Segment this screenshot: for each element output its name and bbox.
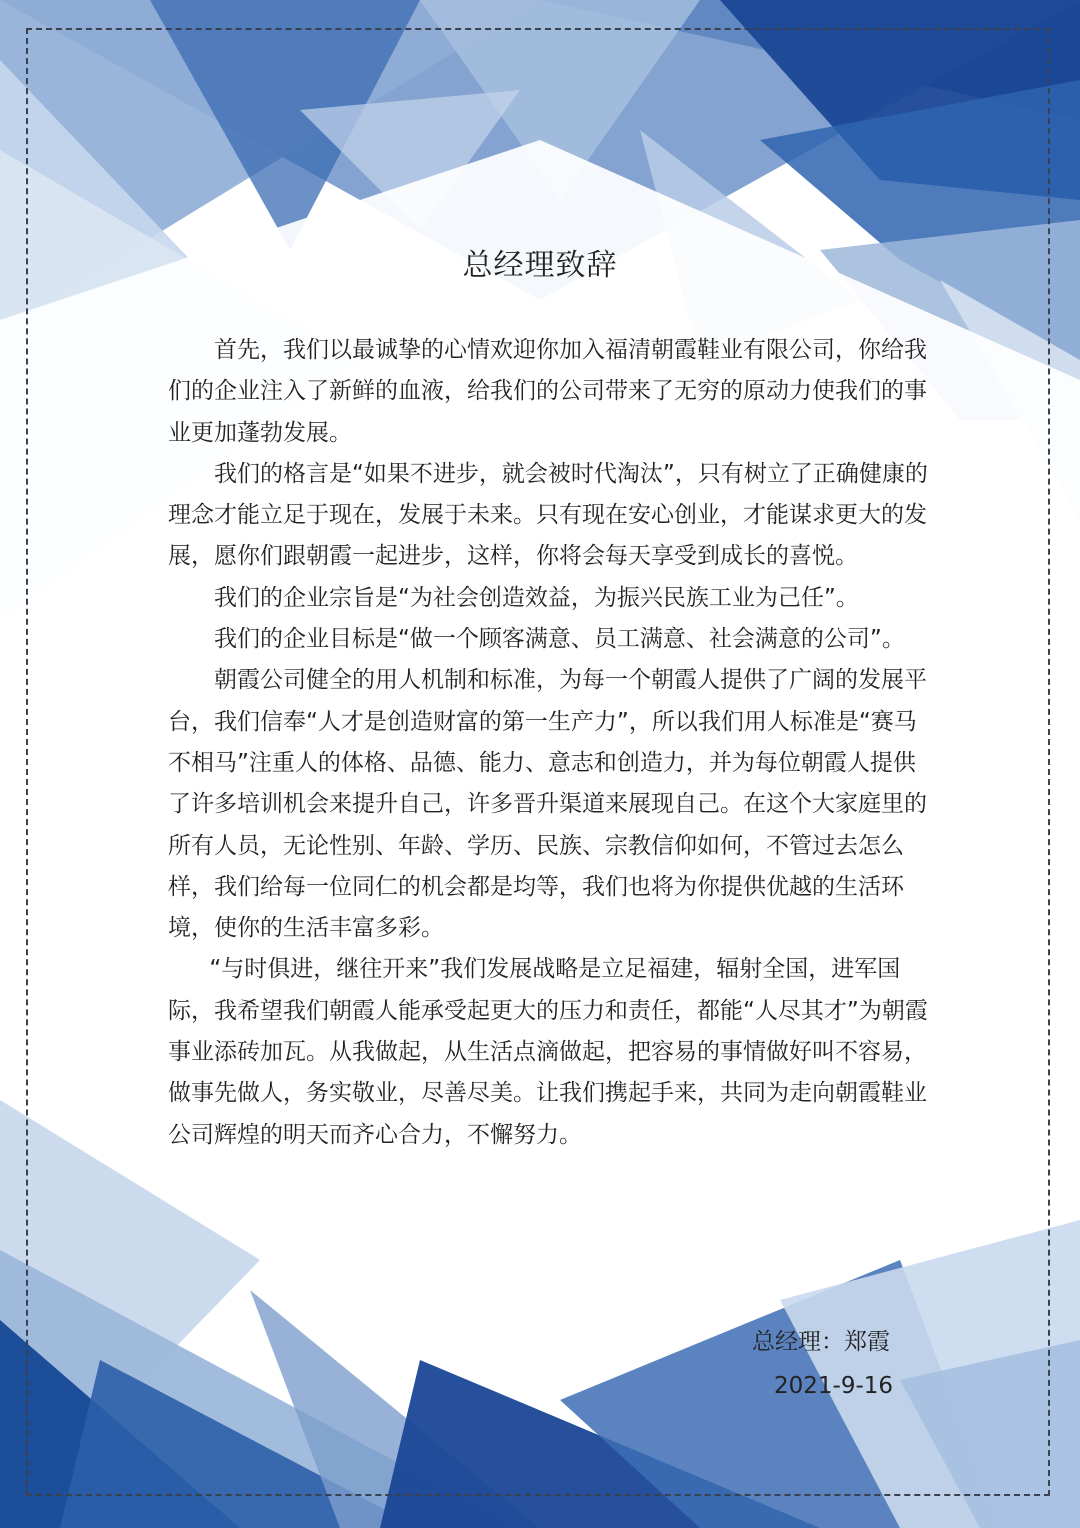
letter-title: 总经理致辞	[462, 248, 618, 283]
paragraph-talent: 朝霞公司健全的用人机制和标准，为每一个朝霞人提供了广阔的发展平台，我们信奉“人才是创造财富的第一生产力”，所以我们用人标准是“赛马不相马”注重人的体格、品德、能力、意志和创造力，并为每位朝霞人提供了许多培训机会来提升自己，许多晋升渠道来展现自己。在这个大家庭里的所有人员，无论性别、年龄、学历、民族、宗教信仰如何，不管过去怎么样，我们给每一位同仁的机会都是均等，我们也将为你提供优越的生活环境，使你的生活丰富多彩。	[168, 667, 927, 942]
paragraph-motto: 我们的格言是“如果不进步，就会被时代淘汰”，只有树立了正确健康的理念才能立足于现在，发展于未来。只有现在安心创业，才能谋求更大的发展，愿你们跟朝霞一起进步，这样，你将会每天享受到成长的喜悦。	[168, 460, 928, 570]
paragraph-welcome: 首先，我们以最诚挚的心情欢迎你加入福清朝霞鞋业有限公司，你给我们的企业注入了新鲜的血液，给我们的公司带来了无穷的原动力使我们的事业更加蓬勃发展。	[168, 337, 927, 446]
paragraph-goal: 我们的企业目标是“做一个顾客满意、员工满意、社会满意的公司”。	[214, 626, 905, 653]
paragraph-strategy: “与时俱进，继往开来”我们发展战略是立足福建，辐射全国，进军国际，我希望我们朝霞人能承受起更大的压力和责任，都能“人尽其才”为朝霞事业添砖加瓦。从我做起，从生活点滴做起，把容易的事情做好叫不容易，做事先做人，务实敬业，尽善尽美。让我们携起手来，共同为走向朝霞鞋业公司辉煌的明天而齐心合力，不懈努力。	[168, 956, 928, 1148]
signature-name: 总经理：郑霞	[752, 1329, 890, 1355]
paragraph-mission: 我们的企业宗旨是“为社会创造效益，为振兴民族工业为己任”。	[214, 584, 859, 611]
signature-date: 2021-9-16	[774, 1373, 894, 1399]
signature-block	[752, 1320, 932, 1408]
letter-body	[168, 330, 928, 1156]
